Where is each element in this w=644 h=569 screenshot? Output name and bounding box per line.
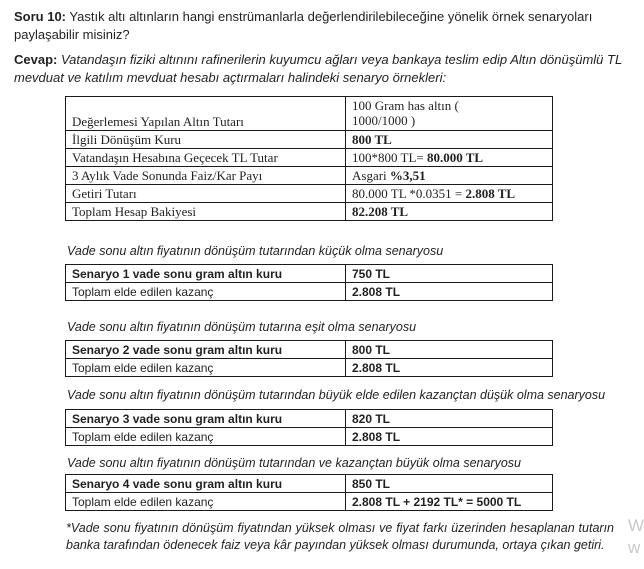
value-line: 1000/1000 ) — [352, 113, 416, 128]
scenario-gain-label: Toplam elde edilen kazanç — [66, 428, 346, 446]
scenario-1-table — [65, 264, 553, 301]
value-prefix: 80.000 TL *0.0351 = — [352, 186, 466, 201]
table-cell-label: Getiri Tutarı — [66, 185, 346, 203]
table-row — [66, 475, 553, 493]
answer-text-line2: mevduat ve katılım mevduat hesabı açtırmaları halindeki senaryo örnekleri: — [14, 70, 447, 85]
table-cell-label: Vatandaşın Hesabına Geçecek TL Tutar — [66, 149, 346, 167]
scenario-gain-label: Toplam elde edilen kazanç — [66, 283, 346, 301]
table-row — [66, 493, 553, 511]
scenario-2-heading: Vade sonu altın fiyatının dönüşüm tutarına eşit olma senaryosu — [67, 320, 417, 334]
scenario-rate-label: Senaryo 2 vade sonu gram altın kuru — [66, 341, 346, 359]
scenario-gain-label: Toplam elde edilen kazanç — [66, 493, 346, 511]
answer-text-line1: Vatandaşın fiziki altınını rafinerilerin kuyumcu ağları veya bankaya teslim edip Altın dönüşümlü TL — [60, 52, 623, 67]
scenario-1-heading: Vade sonu altın fiyatının dönüşüm tutarından küçük olma senaryosu — [67, 244, 444, 258]
scenario-rate-value: 750 TL — [346, 265, 553, 283]
question-text-line2: paylaşabilir misiniz? — [14, 27, 130, 42]
table-cell-label: İlgili Dönüşüm Kuru — [66, 131, 346, 149]
value-prefix: Asgari — [352, 168, 390, 183]
footnote: *Vade sonu fiyatının dönüşüm fiyatından yüksek olması ve fiyat farkı üzerinden hesaplanan tutarın banka tarafından ödenecek faiz veya kâr payından yüksek olması durumunda, ortaya çıkan getiri. — [66, 521, 614, 552]
scenario-4-table — [65, 474, 553, 511]
table-cell-value — [346, 149, 553, 167]
table-row — [66, 97, 553, 131]
question-text-line1: Yastık altı altınların hangi enstrümanlarla değerlendirilebileceğine yönelik örnek senaryoları — [69, 9, 593, 24]
value-bold: 80.000 TL — [426, 150, 484, 165]
table-row — [66, 410, 553, 428]
scenario-4-heading: Vade sonu altın fiyatının dönüşüm tutarından ve kazançtan büyük olma senaryosu — [67, 456, 521, 470]
table-cell-value — [346, 167, 553, 185]
valuation-table — [65, 96, 553, 221]
scenario-rate-label: Senaryo 4 vade sonu gram altın kuru — [66, 475, 346, 493]
value-prefix: 100*800 TL= — [352, 150, 427, 165]
answer-label: Cevap: — [14, 52, 58, 67]
value-bold: %3,51 — [389, 168, 426, 183]
scenario-gain-label: Toplam elde edilen kazanç — [66, 359, 346, 377]
table-row — [66, 283, 553, 301]
value-line: 100 Gram has altın ( — [352, 98, 459, 113]
table-cell-label: Değerlemesi Yapılan Altın Tutarı — [66, 97, 346, 131]
value-bold: 2.808 TL — [465, 186, 516, 201]
table-cell-value — [346, 185, 553, 203]
scenario-rate-value: 820 TL — [346, 410, 553, 428]
table-row — [66, 167, 553, 185]
scenario-rate-label: Senaryo 3 vade sonu gram altın kuru — [66, 410, 346, 428]
table-row — [66, 265, 553, 283]
scenario-gain-value: 2.808 TL + 2192 TL* = 5000 TL — [346, 493, 553, 511]
scenario-2-table — [65, 340, 553, 377]
scenario-gain-value: 2.808 TL — [346, 428, 553, 446]
table-cell-value — [346, 97, 553, 131]
watermark-letter: W — [628, 516, 644, 535]
table-row — [66, 428, 553, 446]
scenario-rate-value: 800 TL — [346, 341, 553, 359]
table-row — [66, 341, 553, 359]
table-cell-value: 82.208 TL — [346, 203, 553, 221]
table-row — [66, 131, 553, 149]
table-row — [66, 359, 553, 377]
scenario-gain-value: 2.808 TL — [346, 359, 553, 377]
scenario-rate-label: Senaryo 1 vade sonu gram altın kuru — [66, 265, 346, 283]
table-cell-label: Toplam Hesap Bakiyesi — [66, 203, 346, 221]
question-label: Soru 10: — [14, 9, 67, 24]
question — [14, 8, 640, 44]
table-row — [66, 149, 553, 167]
scenario-rate-value: 850 TL — [346, 475, 553, 493]
table-row — [66, 185, 553, 203]
answer — [14, 51, 640, 87]
watermark-letter: w — [628, 538, 641, 557]
scenario-3-heading: Vade sonu altın fiyatının dönüşüm tutarından büyük elde edilen kazançtan düşük olma senaryosu — [67, 388, 606, 402]
table-cell-label: 3 Aylık Vade Sonunda Faiz/Kar Payı — [66, 167, 346, 185]
scenario-3-table — [65, 409, 553, 446]
table-cell-value: 800 TL — [346, 131, 553, 149]
scenario-gain-value: 2.808 TL — [346, 283, 553, 301]
table-row — [66, 203, 553, 221]
